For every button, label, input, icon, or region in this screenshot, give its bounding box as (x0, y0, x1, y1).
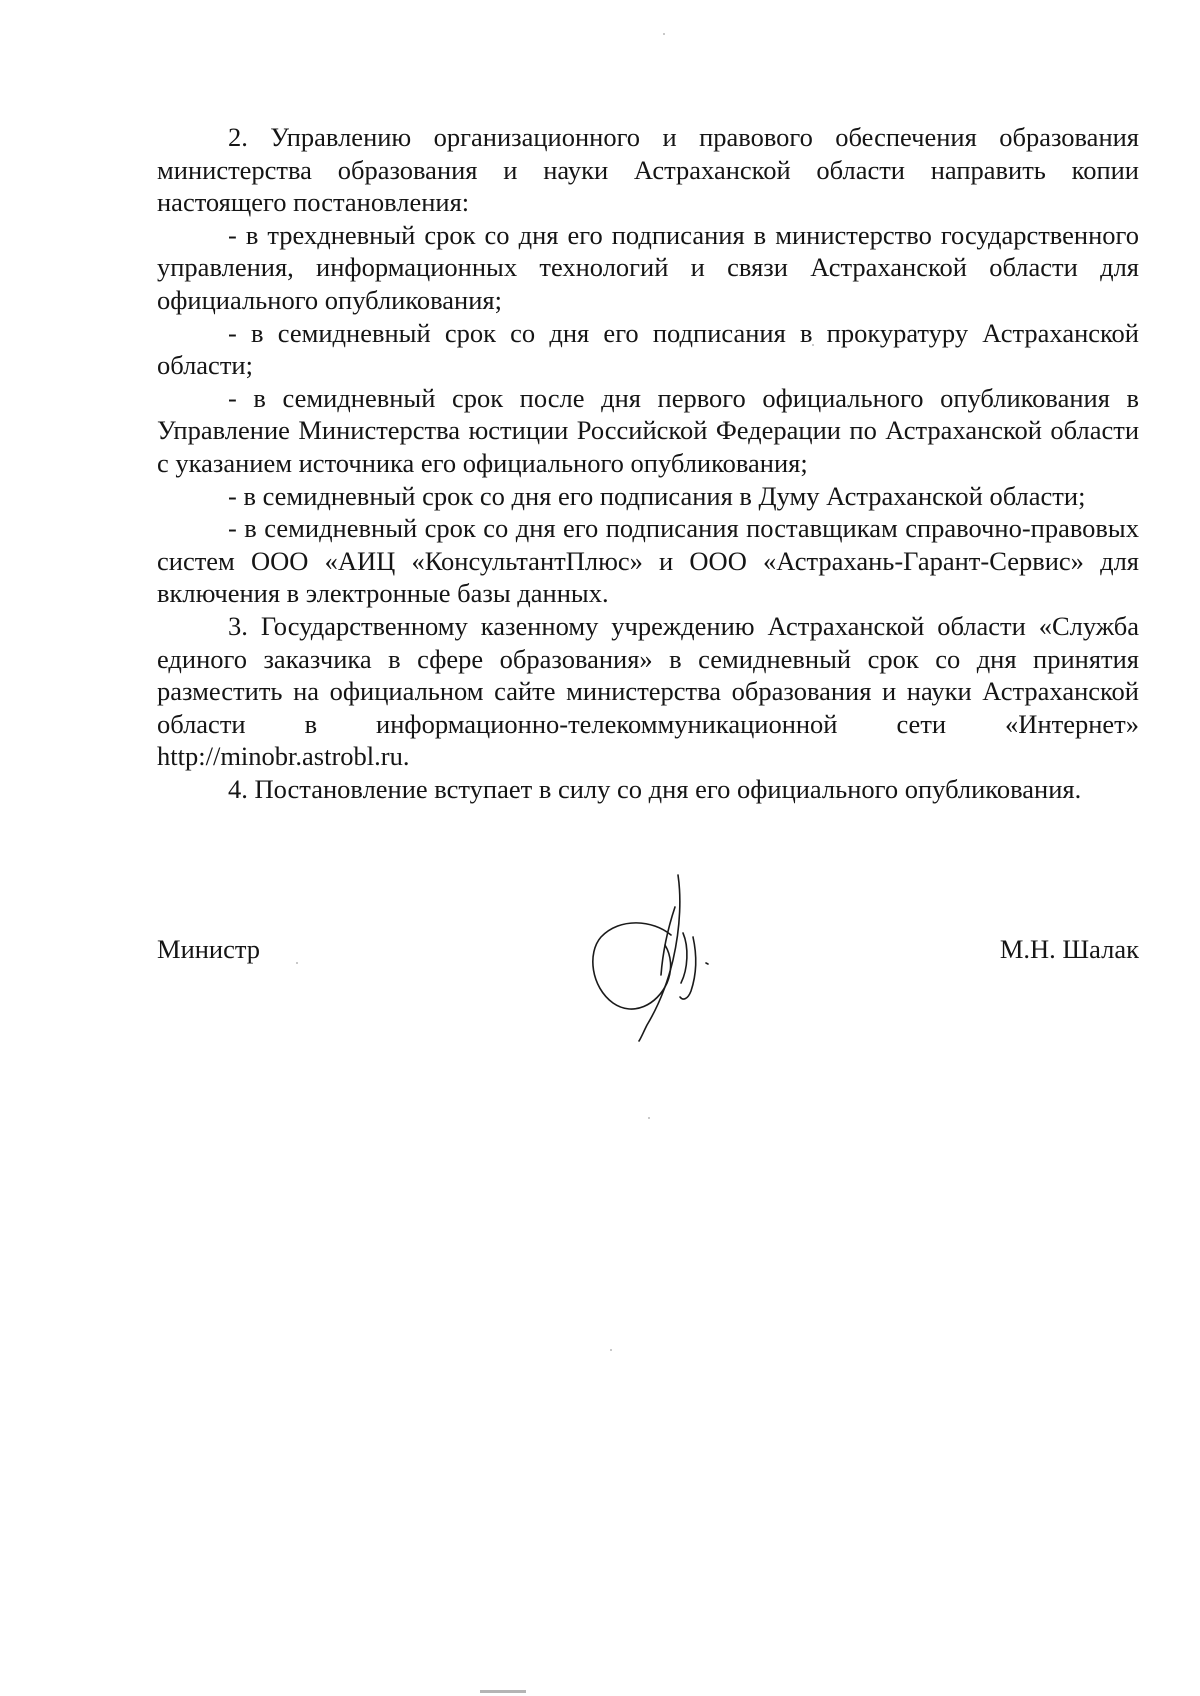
paragraph-3: 3. Государственному казенному учреждению Астраханской области «Служба единого заказчика в сфере образования» в семидневный срок со дня принятия разместить на официальном сайте министерства образования и науки Астраханской области в информационно-телекоммуникационной сети «Интернет» http://minobr.astrobl.ru. (157, 610, 1139, 772)
document-body (157, 121, 1139, 805)
paragraph-2-item-ministry: - в трехдневный срок со дня его подписания в министерство государственного управления, информационных технологий и связи Астраханской области для официального опубликования; (157, 219, 1139, 315)
scan-speck (663, 33, 665, 35)
page-edge-mark (480, 1690, 526, 1693)
paragraph-4: 4. Постановление вступает в силу со дня его официального опубликования. (228, 773, 1082, 804)
paragraph-2-item-prosecutor: - в семидневный срок со дня его подписания в прокуратуру Астраханской области; (157, 317, 1139, 381)
signatory-name: М.Н. Шалак (999, 934, 1139, 964)
scan-speck (610, 1349, 612, 1351)
signatory-position: Министр (157, 934, 261, 964)
paragraph-2: 2. Управлению организационного и правового обеспечения образования министерства образования и науки Астраханской области направить копии настоящего постановления: (157, 122, 1139, 218)
scan-speck (648, 1117, 650, 1119)
handwritten-signature (585, 865, 725, 1045)
paragraph-2-item-duma: - в семидневный срок со дня его подписания в Думу Астраханской области; (228, 480, 1086, 511)
paragraph-2-item-justice: - в семидневный срок после дня первого официального опубликования в Управление Министерства юстиции Российской Федерации по Астраханской области с указанием источника его официального опубликования; (157, 382, 1139, 478)
paragraph-2-item-legal-systems: - в семидневный срок со дня его подписания поставщикам справочно-правовых систем ООО «АИЦ «КонсультантПлюс» и ООО «Астрахань-Гарант-Сервис» для включения в электронные базы данных. (157, 513, 1139, 609)
